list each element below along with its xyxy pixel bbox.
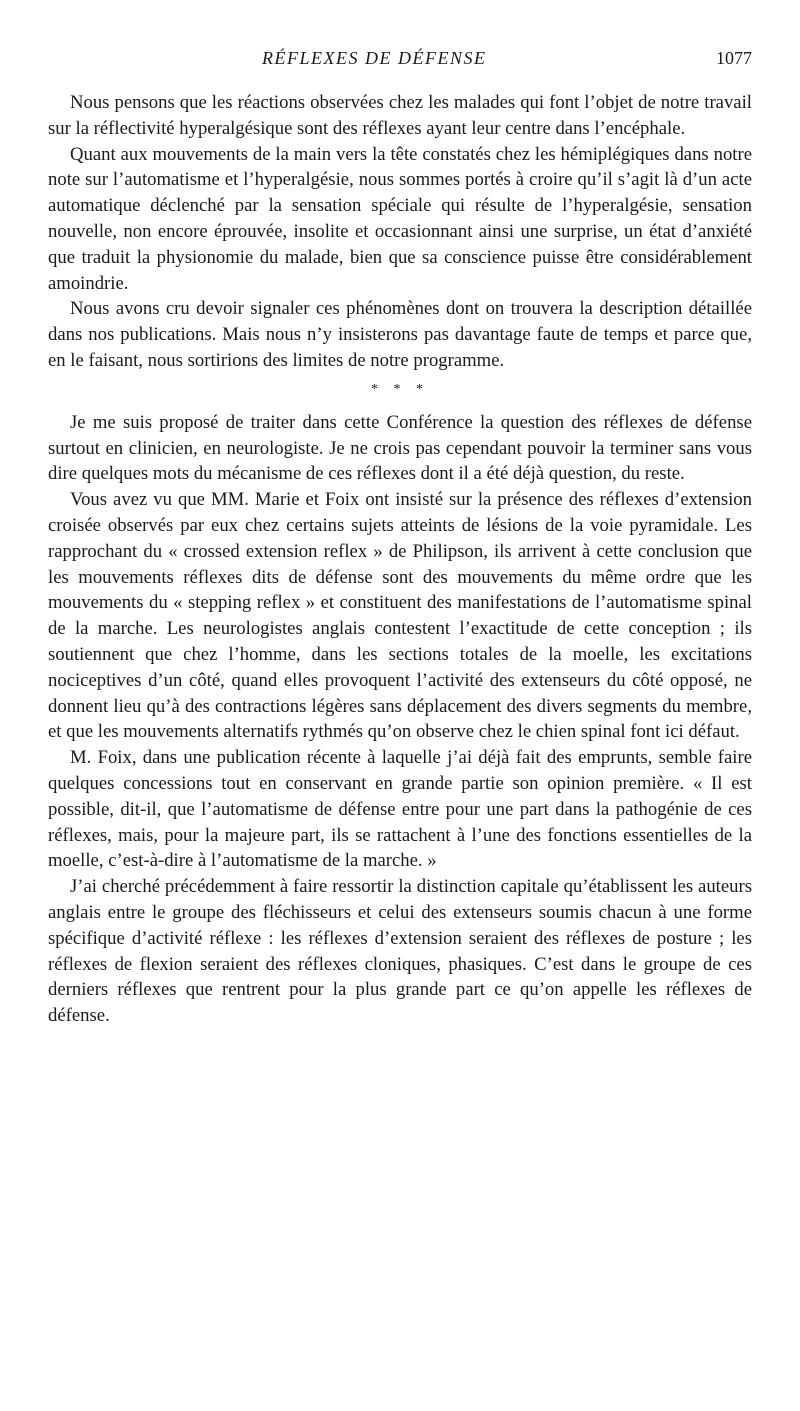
- paragraph: J’ai cherché précédemment à faire ressortir la distinction capitale qu’établissent les auteurs anglais entre le groupe des fléchisseurs et celui des extenseurs soumis chacun à une forme spécifique d’activité réflexe : les réflexes d’extension seraient des réflexes de posture ; les réflexes de flexion seraient des réflexes cloniques, phasiques. C’est dans le groupe de ces derniers réflexes que rentrent pour la plus grande part ce qu’on appelle les réflexes de défense.: [48, 876, 752, 1027]
- paragraph: Nous avons cru devoir signaler ces phénomènes dont on trouvera la description détaillée dans nos publications. Mais nous n’y insisterons pas davantage faute de temps et parce que, en le faisant, nous sortirions des limites de notre programme.: [48, 298, 752, 371]
- paragraph: Je me suis proposé de traiter dans cette Conférence la question des réflexes de défense surtout en clinicien, en neurologiste. Je ne crois pas cependant pouvoir la terminer sans vous dire quelques mots du mécanisme de ces réflexes dont il a été déjà question, du reste.: [48, 411, 752, 485]
- section-separator-asterism: * * *: [371, 381, 429, 397]
- paragraph: Quant aux mouvements de la main vers la tête constatés chez les hémiplégiques dans notre note sur l’automatisme et l’hyperalgésie, nous sommes portés à croire qu’il s’agit là d’un acte automatique déclenché par la sensation spéciale qui résulte de l’hyperalgésie, sensation nouvelle, non encore éprouvée, insolite et occasionnant ainsi une surprise, un état d’anxiété que traduit la physionomie du malade, bien que sa conscience puisse être considérablement amoindrie.: [48, 143, 752, 294]
- page-header: [62, 48, 752, 78]
- paragraph: M. Foix, dans une publication récente à laquelle j’ai déjà fait des emprunts, semble faire quelques concessions tout en conservant en grande partie son opinion première. « Il est possible, dit-il, que l’automatisme de défense entre pour une part dans la pathogénie de ces réflexes, mais, pour la majeure part, ils se rattachent à l’une des fonctions essentielles de la moelle, c’est-à-dire à l’automatisme de la marche. »: [48, 747, 752, 872]
- paragraph: Nous pensons que les réactions observées chez les malades qui font l’objet de notre travail sur la réflectivité hyperalgésique sont des réflexes ayant leur centre dans l’encéphale.: [48, 92, 752, 139]
- page-number: 1077: [716, 48, 752, 68]
- body-text: [48, 90, 752, 1029]
- running-title: RÉFLEXES DE DÉFENSE: [262, 48, 487, 68]
- paragraph: Vous avez vu que MM. Marie et Foix ont insisté sur la présence des réflexes d’extension croisée observés par eux chez certains sujets atteints de lésions de la voie pyramidale. Les rapprochant du « crossed extension reflex » de Philipson, ils arrivent à cette conclusion que les mouvements réflexes dits de défense sont des mouvements du même ordre que les mouvements du « stepping reflex » et constituent des manifestations de l’automatisme spinal de la marche. Les neurologistes anglais contestent l’exactitude de cette conception ; ils soutiennent que chez l’homme, dans les sections totales de la moelle, les excitations nociceptives d’un côté, quand elles provoquent l’activité des extenseurs du côté opposé, ne donnent lieu qu’à des contractions légères sans déplacement des divers segments du membre, et que les mouvements alternatifs rythmés qu’on observe chez le chien spinal font ici défaut.: [48, 489, 752, 743]
